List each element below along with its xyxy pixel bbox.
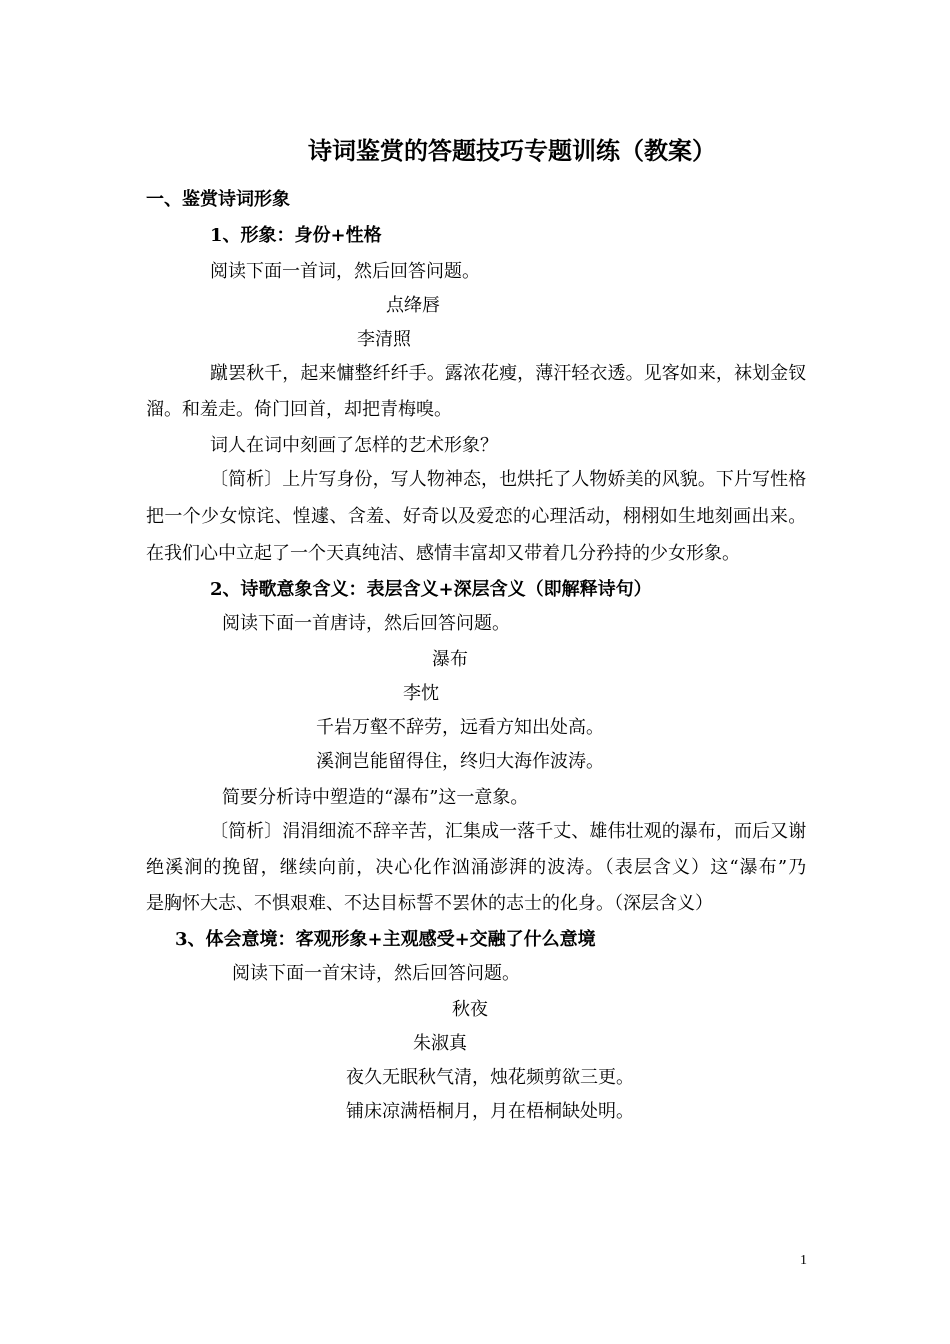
page-title: 诗词鉴赏的答题技巧专题训练（教案）	[308, 136, 716, 165]
section-heading: 一、鉴赏诗词形象	[146, 189, 290, 210]
poem-author: 朱淑真	[413, 1033, 467, 1054]
poem-author: 李忱	[403, 683, 439, 704]
poem-line: 蹴罢秋千，起来慵整纤纤手。露浓花瘦，薄汗轻衣透。见客如来，袜划金钗	[210, 363, 806, 384]
poem-line: 溪涧岂能留得住，终归大海作波涛。	[316, 751, 604, 772]
analysis-line: 绝溪涧的挽留，继续向前，决心化作汹涌澎湃的波涛。（表层含义）这“瀑布”乃	[146, 857, 806, 878]
poem-line: 溜。和羞走。倚门回首，却把青梅嗅。	[146, 399, 452, 420]
poem-line: 千岩万壑不辞劳，远看方知出处高。	[316, 717, 604, 738]
poem-author: 李清照	[357, 329, 411, 350]
poem-title: 点绛唇	[386, 295, 440, 316]
poem-title: 秋夜	[452, 999, 488, 1020]
poem-line: 夜久无眠秋气清，烛花频剪欲三更。	[346, 1067, 634, 1088]
question-text: 词人在词中刻画了怎样的艺术形象？	[210, 435, 498, 456]
subsection-heading-2: 2、诗歌意象含义：表层含义+深层含义（即解释诗句）	[210, 579, 652, 600]
page-number: 1	[800, 1253, 807, 1268]
analysis-line: 〔简析〕涓涓细流不辞辛苦，汇集成一落千丈、雄伟壮观的瀑布，而后又谢	[210, 821, 806, 842]
analysis-line: 〔简析〕上片写身份，写人物神态，也烘托了人物娇美的风貌。下片写性格	[210, 469, 806, 490]
subsection-heading-1: 1、形象：身份+性格	[210, 225, 382, 246]
subsection-heading-3: 3、体会意境：客观形象+主观感受+交融了什么意境	[175, 929, 596, 950]
reading-prompt: 阅读下面一首宋诗，然后回答问题。	[232, 963, 520, 984]
poem-title: 瀑布	[432, 649, 468, 670]
analysis-line: 把一个少女惊诧、惶遽、含羞、好奇以及爱恋的心理活动，栩栩如生地刻画出来。	[146, 506, 806, 527]
reading-prompt: 阅读下面一首词，然后回答问题。	[210, 261, 480, 282]
analysis-line: 是胸怀大志、不惧艰难、不达目标誓不罢休的志士的化身。（深层含义）	[146, 893, 713, 914]
reading-prompt: 阅读下面一首唐诗，然后回答问题。	[222, 613, 510, 634]
analysis-line: 在我们心中立起了一个天真纯洁、感情丰富却又带着几分矜持的少女形象。	[146, 543, 740, 564]
poem-line: 铺床凉满梧桐月，月在梧桐缺处明。	[346, 1101, 634, 1122]
question-text: 简要分析诗中塑造的“瀑布”这一意象。	[222, 787, 529, 808]
